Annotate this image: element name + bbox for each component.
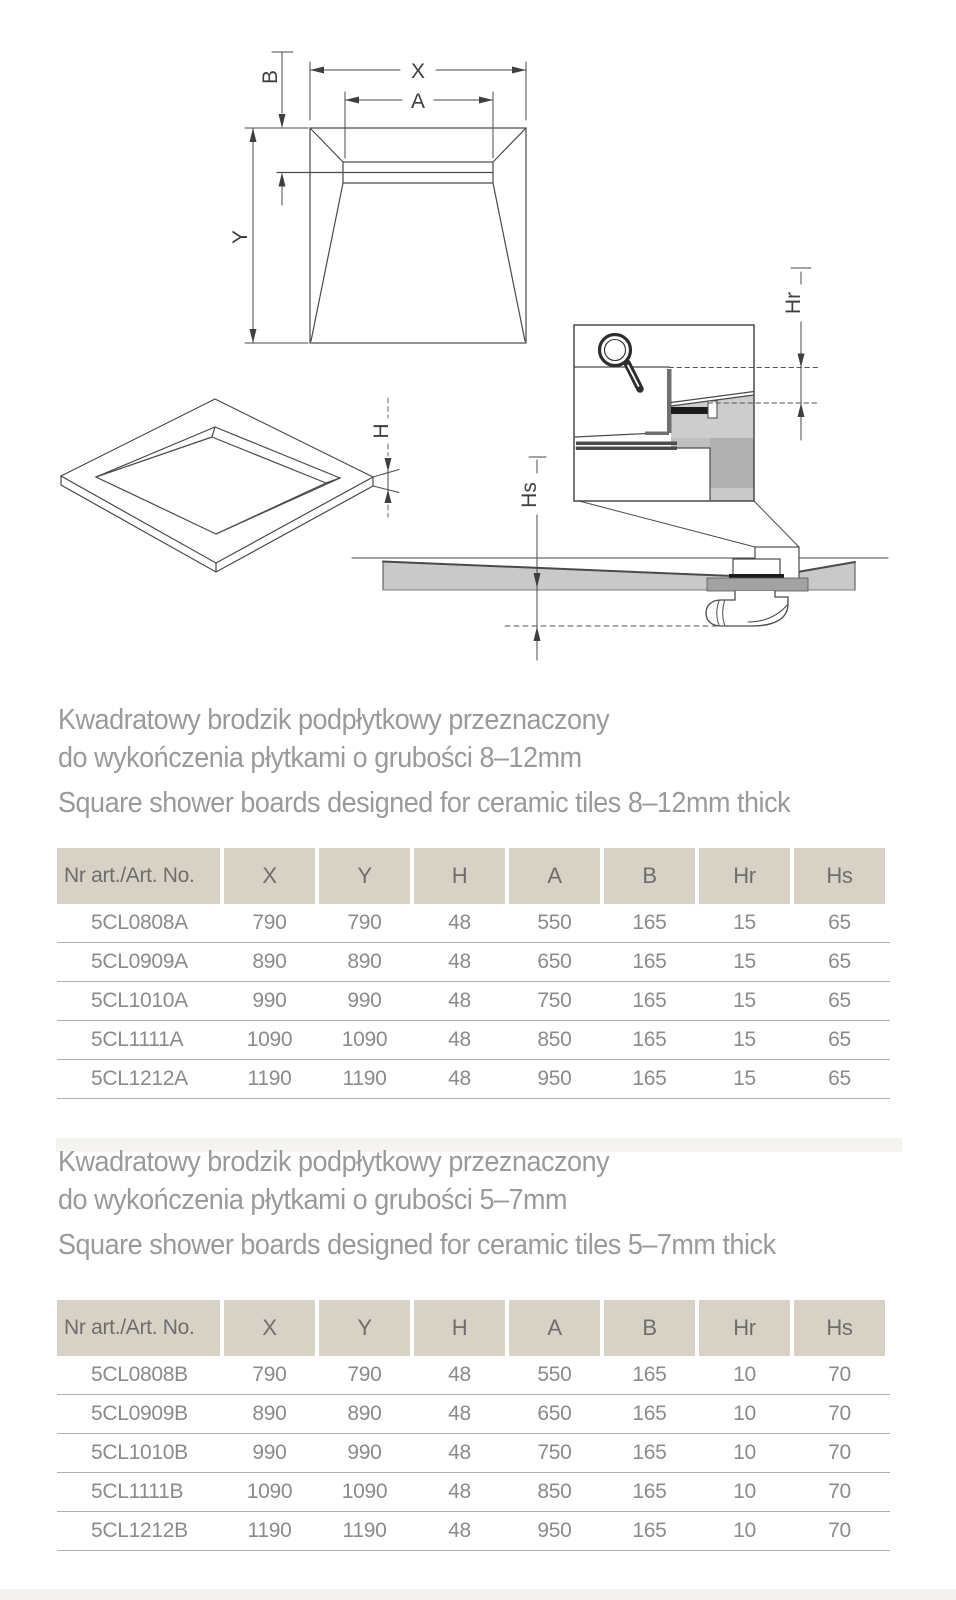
dim-label-b: B — [259, 69, 282, 85]
cell-value: 790 — [347, 911, 382, 934]
column-header: Hs — [794, 848, 885, 904]
section-detail — [574, 268, 818, 501]
dim-label-hs: Hs — [518, 482, 541, 508]
cell-value: 48 — [448, 1363, 471, 1386]
column-header: Nr art./Art. No. — [57, 848, 220, 904]
cell-value: 165 — [632, 1028, 667, 1051]
cell-value: 70 — [828, 1480, 851, 1503]
cell-value: 165 — [632, 911, 667, 934]
heading-pl-line1: Kwadratowy brodzik podpłytkowy przeznaczony — [58, 1146, 610, 1178]
cell-value: 15 — [733, 950, 756, 973]
dim-label-h: H — [370, 423, 393, 439]
column-header: Hs — [794, 1300, 885, 1356]
column-header: B — [604, 1300, 695, 1356]
cell-value: 165 — [632, 950, 667, 973]
dim-label-hr: Hr — [782, 291, 805, 315]
dim-label-y: Y — [229, 229, 252, 245]
cell-art-no: 5CL0909B — [91, 1402, 188, 1425]
cell-value: 15 — [733, 989, 756, 1012]
dimension-y — [229, 128, 308, 343]
cell-value: 48 — [448, 1067, 471, 1090]
cell-value: 1190 — [342, 1067, 387, 1090]
cell-value: 890 — [252, 1402, 287, 1425]
table-row — [57, 1512, 890, 1551]
cell-value: 650 — [537, 950, 572, 973]
cell-value: 70 — [828, 1441, 851, 1464]
cell-value: 10 — [733, 1480, 756, 1503]
cell-value: 70 — [828, 1363, 851, 1386]
cell-value: 1190 — [247, 1519, 292, 1542]
cell-value: 70 — [828, 1519, 851, 1542]
cell-value: 750 — [537, 989, 572, 1012]
bottom-band — [0, 1589, 956, 1600]
cell-value: 650 — [537, 1402, 572, 1425]
technical-drawing — [0, 0, 956, 690]
table-row — [57, 943, 890, 982]
cell-art-no: 5CL1212B — [91, 1519, 188, 1542]
section-1-heading — [58, 701, 845, 822]
cell-value: 890 — [347, 950, 382, 973]
dimension-h — [370, 398, 399, 517]
table-row — [57, 982, 890, 1021]
cell-value: 950 — [537, 1067, 572, 1090]
cell-value: 10 — [733, 1363, 756, 1386]
cell-value: 48 — [448, 1480, 471, 1503]
cell-value: 1090 — [246, 1480, 293, 1503]
cell-art-no: 5CL0909A — [91, 950, 188, 973]
cell-value: 65 — [828, 989, 851, 1012]
column-header: B — [604, 848, 695, 904]
cell-value: 165 — [632, 1402, 667, 1425]
cell-value: 165 — [632, 1067, 667, 1090]
cell-value: 48 — [448, 1028, 471, 1051]
plan-view — [229, 52, 526, 343]
column-header: H — [414, 848, 505, 904]
cell-value: 15 — [733, 1028, 756, 1051]
magnifier-icon — [600, 335, 641, 390]
heading-en: Square shower boards designed for ceramic tiles 8–12mm thick — [58, 787, 791, 819]
table-row — [57, 1060, 890, 1099]
heading-pl-line2: do wykończenia płytkami o grubości 5–7mm — [58, 1184, 568, 1216]
column-header: Hr — [699, 1300, 790, 1356]
table-header-row — [57, 1300, 890, 1356]
cell-value: 10 — [733, 1441, 756, 1464]
table-body — [57, 904, 890, 1099]
cell-value: 48 — [448, 1402, 471, 1425]
cell-value: 890 — [347, 1402, 382, 1425]
column-header: A — [509, 1300, 600, 1356]
cell-value: 165 — [632, 1519, 667, 1542]
drain-grate — [671, 407, 708, 414]
cell-value: 550 — [537, 1363, 572, 1386]
column-header: X — [224, 1300, 315, 1356]
cell-value: 850 — [537, 1028, 572, 1051]
cell-value: 550 — [537, 911, 572, 934]
cell-art-no: 5CL1111B — [91, 1480, 184, 1503]
dimension-hr — [782, 268, 811, 440]
table-row — [57, 904, 890, 943]
dim-label-a: A — [410, 90, 426, 113]
cell-art-no: 5CL0808A — [91, 911, 188, 934]
cell-value: 750 — [537, 1441, 572, 1464]
cell-value: 15 — [733, 1067, 756, 1090]
cell-art-no: 5CL0808B — [91, 1363, 188, 1386]
cell-value: 1190 — [342, 1519, 387, 1542]
column-header: Nr art./Art. No. — [57, 1300, 220, 1356]
table-row — [57, 1021, 890, 1060]
cell-value: 1090 — [246, 1028, 293, 1051]
column-header: Y — [319, 848, 410, 904]
column-header: X — [224, 848, 315, 904]
cell-value: 1090 — [341, 1028, 388, 1051]
cell-value: 990 — [347, 1441, 382, 1464]
table-row — [57, 1356, 890, 1395]
cell-value: 790 — [252, 911, 287, 934]
cell-art-no: 5CL1010A — [91, 989, 188, 1012]
cell-value: 65 — [828, 950, 851, 973]
dim-label-x: X — [410, 60, 426, 83]
cell-value: 10 — [733, 1519, 756, 1542]
cell-value: 48 — [448, 911, 471, 934]
cell-value: 165 — [632, 1441, 667, 1464]
cell-value: 890 — [252, 950, 287, 973]
floor-section — [352, 457, 888, 660]
cell-art-no: 5CL1111A — [91, 1028, 184, 1051]
cell-value: 15 — [733, 911, 756, 934]
heading-pl-line2: do wykończenia płytkami o grubości 8–12mm — [58, 742, 582, 774]
cell-value: 65 — [828, 911, 851, 934]
cell-value: 165 — [632, 989, 667, 1012]
table-row — [57, 1473, 890, 1512]
cell-value: 48 — [448, 1441, 471, 1464]
column-header: Y — [319, 1300, 410, 1356]
heading-en: Square shower boards designed for ceramic tiles 5–7mm thick — [58, 1229, 776, 1261]
cell-value: 165 — [632, 1480, 667, 1503]
cell-value: 65 — [828, 1028, 851, 1051]
table-row — [57, 1395, 890, 1434]
cell-value: 1190 — [247, 1067, 292, 1090]
cell-value: 48 — [448, 989, 471, 1012]
cell-value: 990 — [347, 989, 382, 1012]
isometric-view — [61, 398, 399, 572]
cell-value: 950 — [537, 1519, 572, 1542]
cell-value: 1090 — [341, 1480, 388, 1503]
column-header: Hr — [699, 848, 790, 904]
table-body — [57, 1356, 890, 1551]
table-row — [57, 1434, 890, 1473]
spec-table-5-7mm — [57, 1300, 890, 1551]
cell-value: 790 — [252, 1363, 287, 1386]
heading-pl-line1: Kwadratowy brodzik podpłytkowy przeznaczony — [58, 704, 610, 736]
cell-art-no: 5CL1010B — [91, 1441, 188, 1464]
column-header: H — [414, 1300, 505, 1356]
section-2-heading — [58, 1143, 830, 1264]
siphon-trap — [706, 591, 788, 626]
cell-value: 48 — [448, 1519, 471, 1542]
cell-value: 990 — [252, 1441, 287, 1464]
column-header: A — [509, 848, 600, 904]
table-header-row — [57, 848, 890, 904]
cell-value: 165 — [632, 1363, 667, 1386]
cell-value: 65 — [828, 1067, 851, 1090]
cell-value: 850 — [537, 1480, 572, 1503]
cell-art-no: 5CL1212A — [91, 1067, 188, 1090]
cell-value: 790 — [347, 1363, 382, 1386]
cell-value: 70 — [828, 1402, 851, 1425]
spec-table-8-12mm — [57, 848, 890, 1099]
cell-value: 10 — [733, 1402, 756, 1425]
cell-value: 48 — [448, 950, 471, 973]
cell-value: 990 — [252, 989, 287, 1012]
